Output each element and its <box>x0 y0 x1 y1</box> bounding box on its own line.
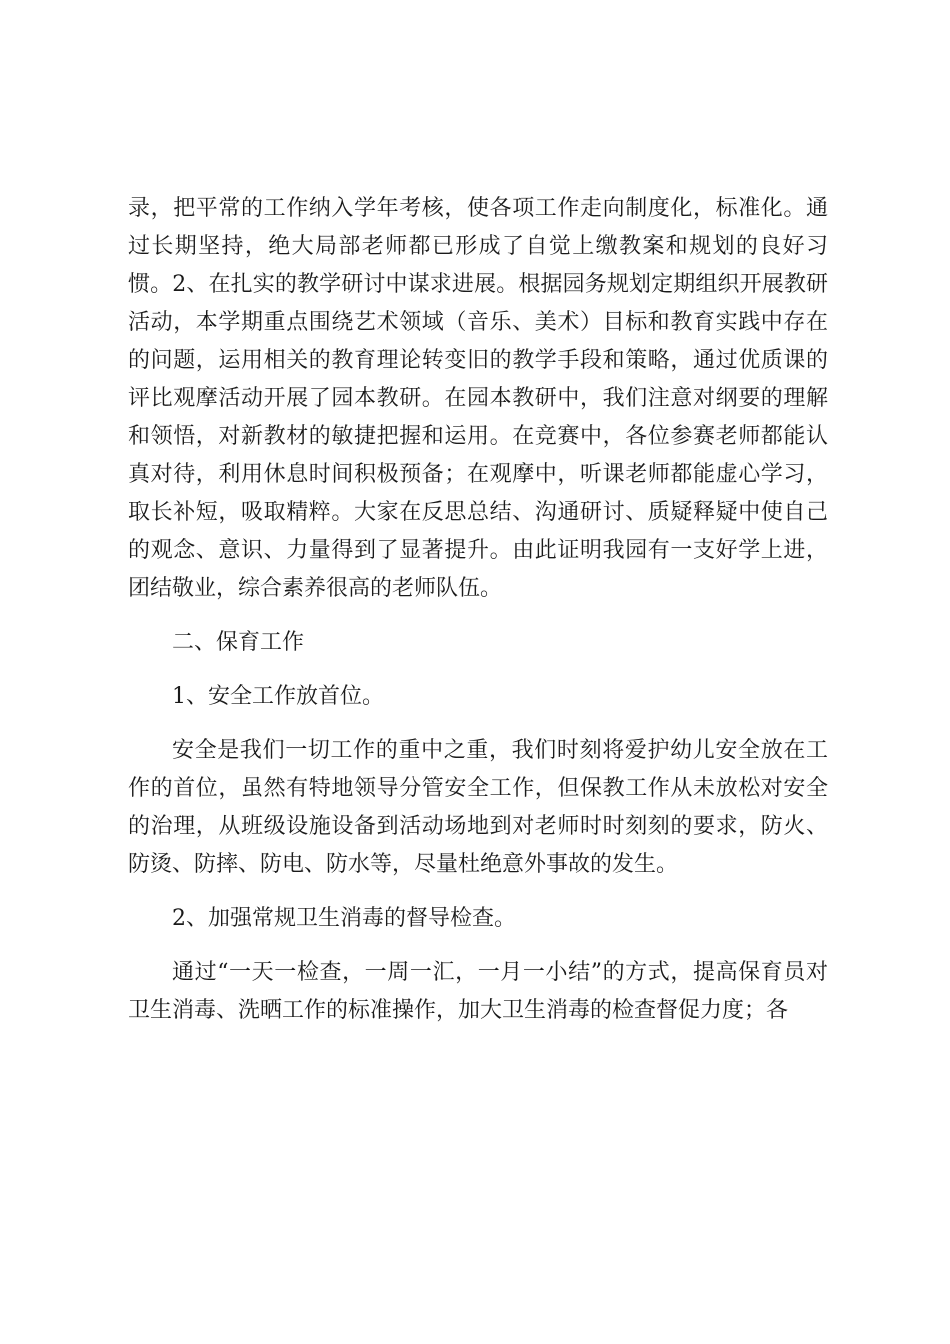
safety-paragraph: 安全是我们一切工作的重中之重，我们时刻将爱护幼儿安全放在工作的首位，虽然有特地领导分管安全工作，但保教工作从未放松对安全的治理，从班级设施设备到活动场地到对老师时时刻刻的要求，防火、防烫、防摔、防电、防水等，尽量杜绝意外事故的发生。 <box>128 738 828 877</box>
subheading-safety: 1、安全工作放首位。 <box>172 684 384 709</box>
continuation-paragraph: 录，把平常的工作纳入学年考核，使各项工作走向制度化，标准化。通过长期坚持，绝大局部老师都已形成了自觉上缴教案和规划的良好习惯。2、在扎实的教学研讨中谋求进展。根据园务规划定期组织开展教研活动，本学期重点围绕艺术领域（音乐、美术）目标和教育实践中存在的问题，运用相关的教育理论转变旧的教学手段和策略，通过优质课的评比观摩活动开展了园本教研。在园本教研中，我们注意对纲要的理解和领悟，对新教材的敏捷把握和运用。在竞赛中，各位参赛老师都能认真对待，利用休息时间积极预备；在观摩中，听课老师都能虚心学习，取长补短，吸取精粹。大家在反思总结、沟通研讨、质疑释疑中使自己的观念、意识、力量得到了显著提升。由此证明我园有一支好学上进，团结敬业，综合素养很高的老师队伍。 <box>128 196 828 601</box>
subheading-hygiene: 2、加强常规卫生消毒的督导检查。 <box>172 906 516 931</box>
section-heading: 二、保育工作 <box>172 630 305 655</box>
hygiene-paragraph: 通过“一天一检查，一周一汇，一月一小结”的方式，提高保育员对卫生消毒、洗晒工作的标准操作，加大卫生消毒的检查督促力度；各 <box>128 960 828 1023</box>
document-body <box>128 190 828 1046</box>
